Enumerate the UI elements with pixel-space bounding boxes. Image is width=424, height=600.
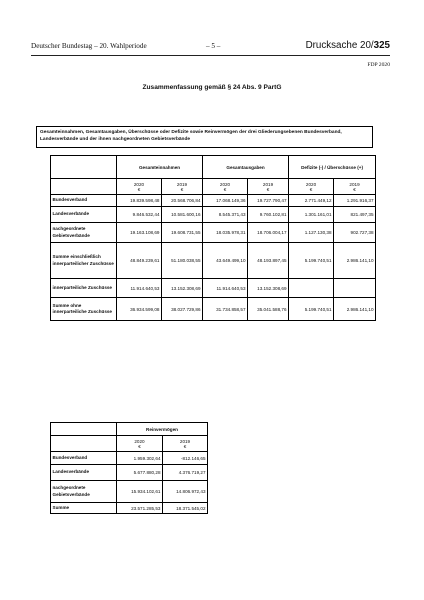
year-label: 2020 [133,181,145,187]
row-label: nachgeordnete Gebietsverbände [51,481,117,503]
table-cell: 1.127.130,38 [289,223,334,243]
table-row [51,503,208,514]
table-cell: 1.959.302,64 [117,452,163,465]
table-row [51,243,376,279]
header-page-number: – 5 – [206,42,221,50]
table-row [51,207,376,223]
year-header [248,179,289,195]
year-header [334,179,376,195]
table-cell: 9.846.532,44 [117,207,162,223]
corner-cell [51,436,117,452]
row-label: Summe [51,503,117,514]
header-document-suffix: 325 [373,40,390,51]
table-cell: 18.706.004,17 [248,223,289,243]
table-cell: 902.727,38 [334,223,376,243]
table-cell: 821.497,35 [334,207,376,223]
header-document-number [306,40,390,51]
row-label: innerparteiliche Zuschüsse [51,279,117,298]
year-label: 2020 [219,181,231,187]
table-cell: 19.727.790,47 [248,195,289,207]
table-cell: 48.849.239,61 [117,243,162,279]
table-cell: -812.146,65 [163,452,208,465]
currency-label: € [137,187,141,193]
row-label: Landesverbände [51,465,117,481]
currency-label: € [353,187,356,193]
table-cell: 8.545.371,43 [203,207,248,223]
summary-note: Gesamteinnahmen, Gesamtausgaben, Überschüsse oder Defizite sowie Reinvermögen der drei Gliederungsebenen Bundesverband, Landesverbände und der ihnen nachgeordneten Gebietsverbände [36,126,373,148]
year-label: 2020 [134,438,145,444]
table-cell: 11.914.640,53 [117,279,162,298]
table-cell: 23.571.285,53 [117,503,163,514]
table-cell: 2.986.141,10 [334,243,376,279]
table-cell: 19.839.598,48 [117,195,162,207]
currency-label: € [138,444,141,450]
table-cell: 35.041.588,76 [248,298,289,321]
header-document-prefix: Drucksache 20/ [305,40,374,51]
row-label: Summe ohne innerparteiliche Zuschüsse [51,298,117,321]
table-row [51,279,376,298]
table-year-header-row [51,436,208,452]
table-cell: 1.291.916,37 [334,195,376,207]
row-label: nachgeordnete Gebietsverbände [51,223,117,243]
row-label: Bundesverband [51,195,117,207]
year-label: 2020 [305,181,317,187]
table-cell: 11.914.640,53 [203,279,248,298]
currency-label: € [183,444,187,450]
year-label: 2019 [262,181,274,187]
column-group-header: Defizite (-) / Überschüsse (+) [289,156,376,179]
table-cell: 51.180.038,55 [162,243,203,279]
row-label: Summe einschließlich innerparteilicher Zuschüsse [51,243,117,279]
table-group-header-row [51,156,376,179]
year-header [289,179,334,195]
table-cell: 10.581.600,16 [162,207,203,223]
year-label: 2019 [349,181,360,187]
table-cell: 13.152.308,69 [162,279,203,298]
currency-label: € [180,187,184,193]
table-cell: 18.035.978,31 [203,223,248,243]
table-cell: 38.027.729,86 [162,298,203,321]
table-cell: 2.771.449,12 [289,195,334,207]
table-cell: 13.152.308,69 [248,279,289,298]
year-header [163,436,208,452]
table-row [51,481,208,503]
table-cell: 36.934.599,08 [117,298,162,321]
table-row [51,298,376,321]
corner-cell [51,179,117,195]
table-cell: 17.068.149,36 [203,195,248,207]
table-cell: 20.568.706,84 [162,195,203,207]
currency-label: € [223,187,227,193]
table-cell: 19.163.108,69 [117,223,162,243]
year-label: 2019 [176,181,188,187]
document-title: Zusammenfassung gemäß § 24 Abs. 9 PartG [142,84,282,91]
year-header [162,179,203,195]
row-label: Bundesverband [51,452,117,465]
column-group-header: Gesamtausgaben [203,156,289,179]
year-label: 2019 [179,438,191,444]
table-cell: 15.934.102,61 [117,481,163,503]
row-label: Landesverbände [51,207,117,223]
table-cell: 5.199.740,51 [289,298,334,321]
column-group-header: Reinvermögen [117,423,208,436]
header-periodical: Deutscher Bundestag – 20. Wahlperiode [31,42,147,50]
table-cell [334,279,376,298]
net-assets-table [50,422,208,514]
summary-table [50,155,376,321]
table-cell: 2.986.141,10 [334,298,376,321]
year-header [117,179,162,195]
table-cell: 1.301.161,01 [289,207,334,223]
table-cell: 4.376.719,27 [163,465,208,481]
page-header [31,42,390,54]
table-group-header-row [51,423,208,436]
header-rule [31,55,390,56]
table-cell: 5.677.880,28 [117,465,163,481]
table-row [51,195,376,207]
table-cell: 31.734.858,57 [203,298,248,321]
year-header [203,179,248,195]
corner-cell [51,423,117,436]
table-row [51,223,376,243]
table-cell: 9.760.102,81 [248,207,289,223]
table-cell: 18.371.545,02 [163,503,208,514]
currency-label: € [266,187,270,193]
corner-cell [51,156,117,179]
table-cell: 14.806.972,43 [163,481,208,503]
currency-label: € [309,187,313,193]
table-cell: 19.608.731,55 [162,223,203,243]
table-cell: 5.199.740,51 [289,243,334,279]
table-cell: 48.193.897,45 [248,243,289,279]
table-year-header-row [51,179,376,195]
table-cell [289,279,334,298]
table-cell: 43.649.499,10 [203,243,248,279]
year-header [117,436,163,452]
party-label: FDP 2020 [367,62,390,68]
column-group-header: Gesamteinnahmen [117,156,203,179]
table-row [51,465,208,481]
table-row [51,452,208,465]
